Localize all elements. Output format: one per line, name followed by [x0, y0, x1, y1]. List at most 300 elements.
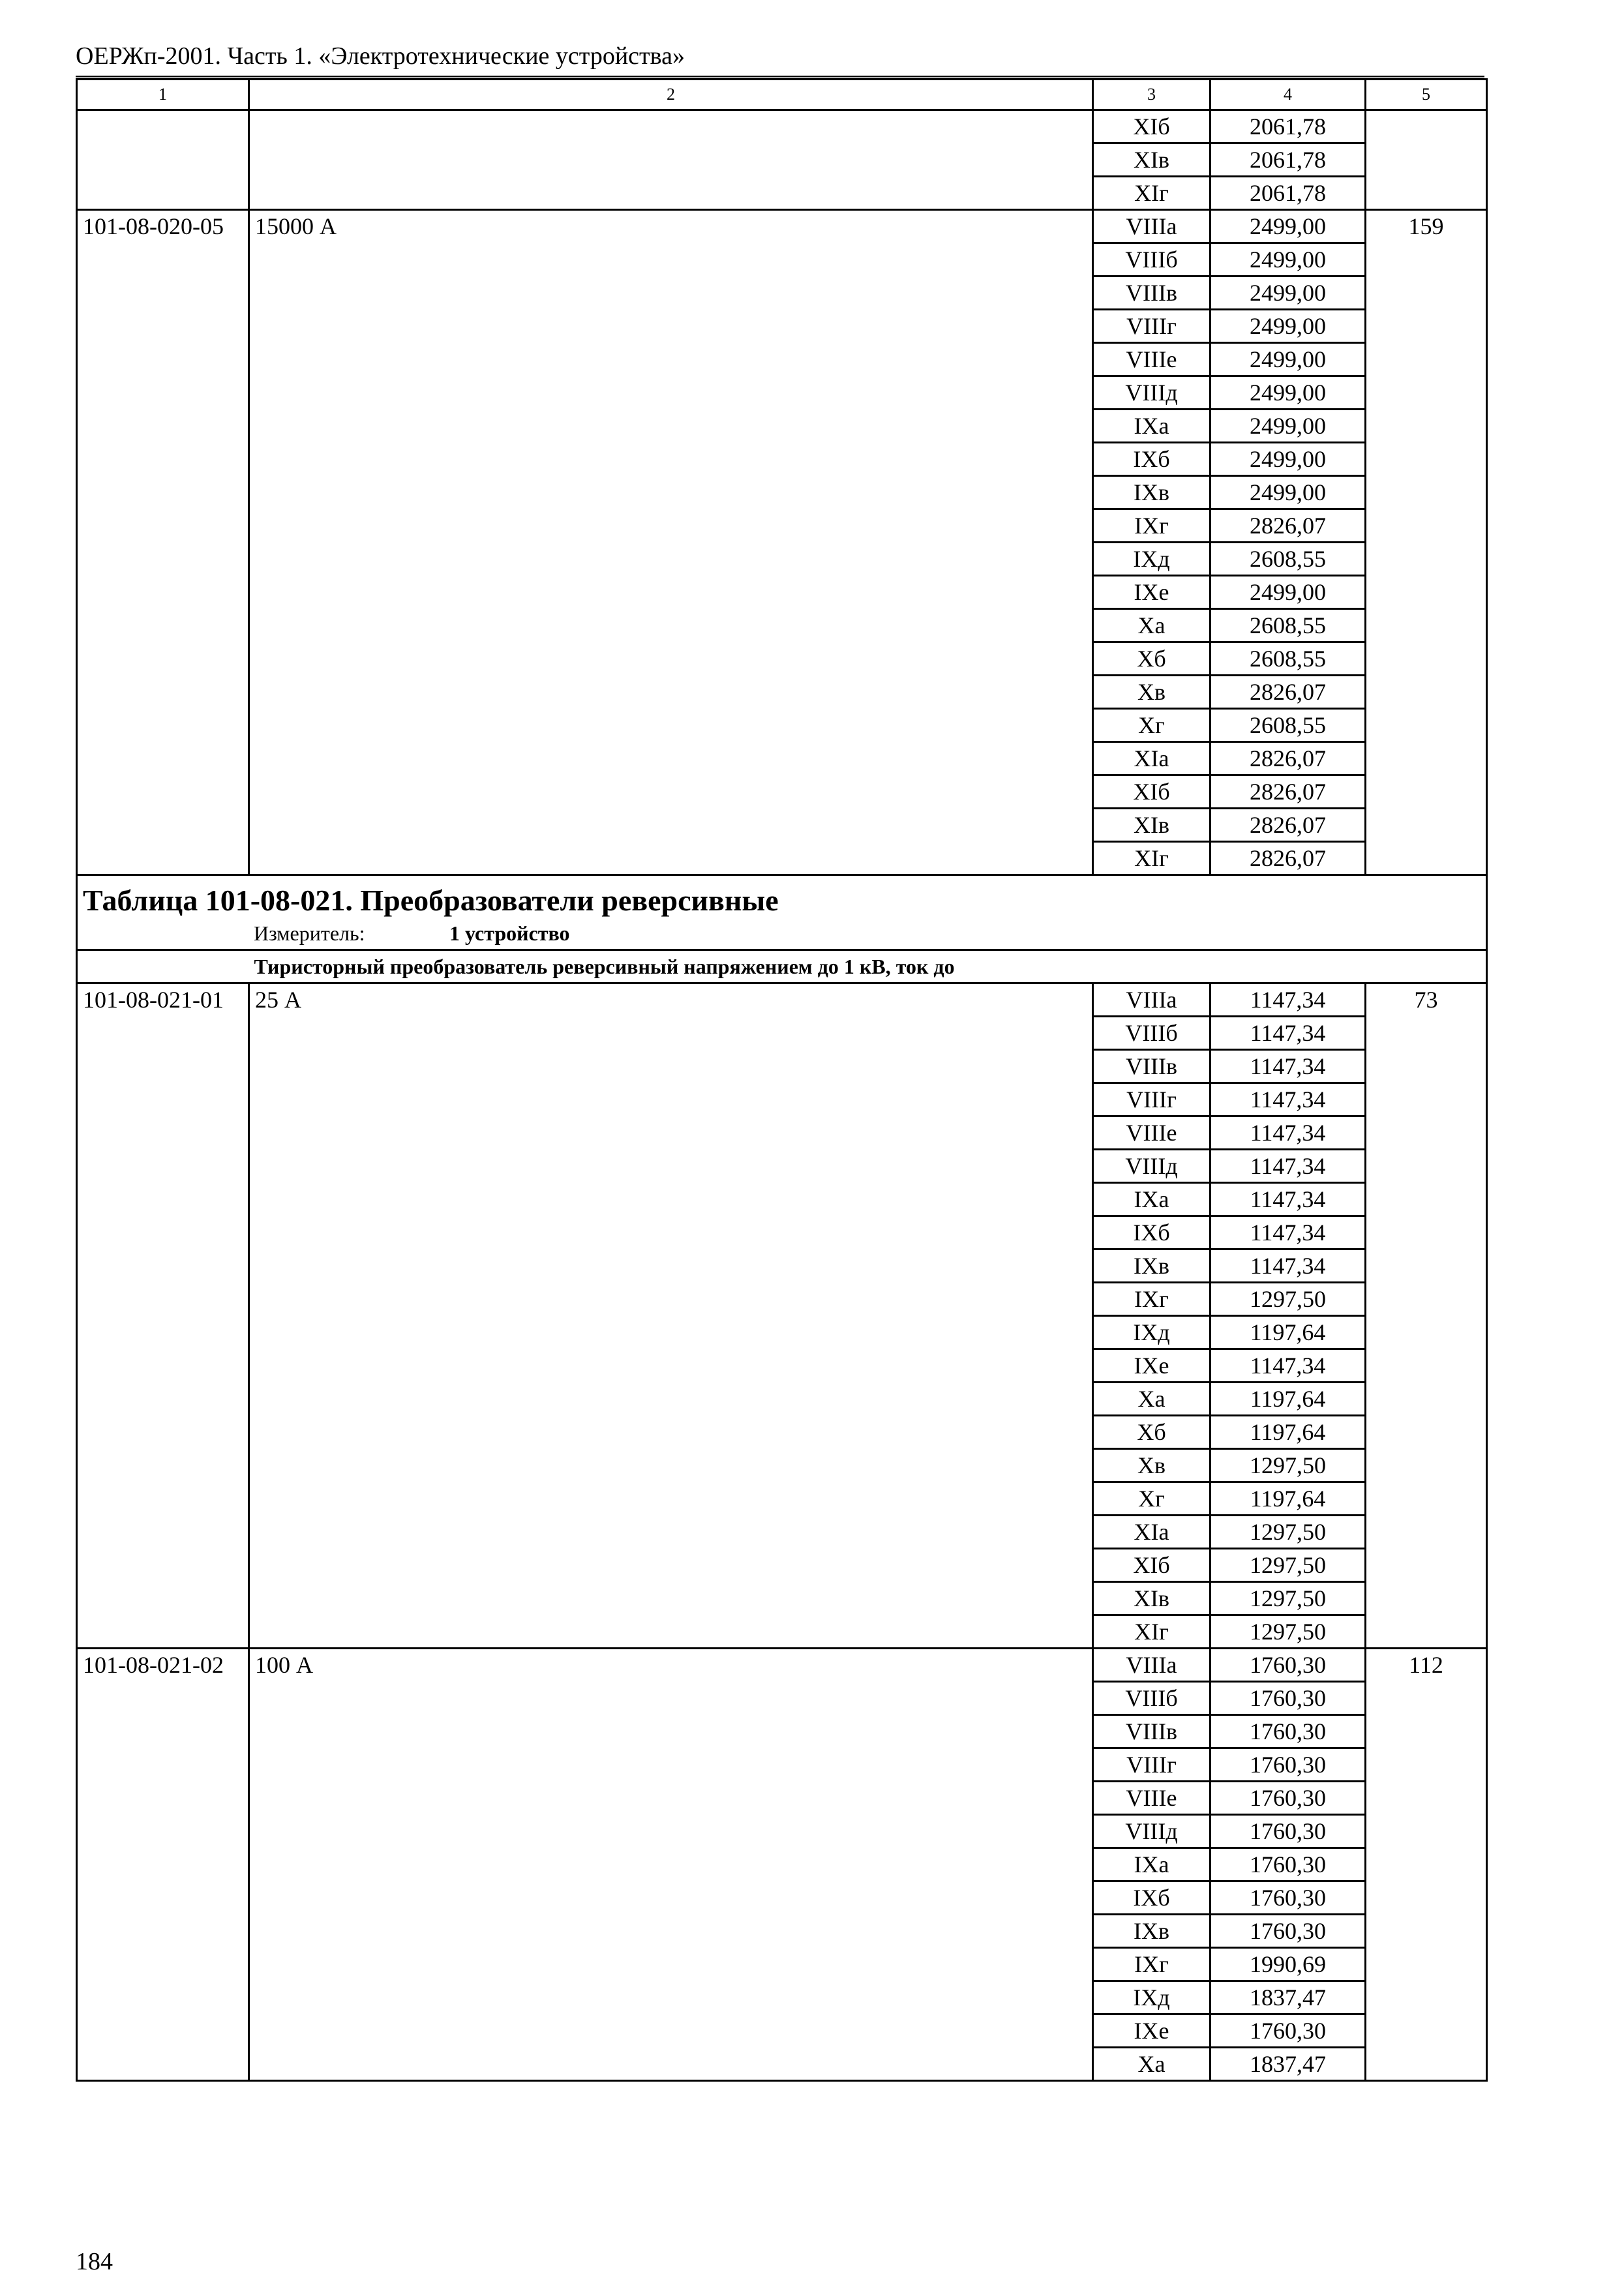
value-cell [1366, 1216, 1487, 1249]
code-cell [77, 310, 249, 343]
value-cell [1366, 1516, 1487, 1549]
code-cell [77, 277, 249, 310]
price-cell: 1197,64 [1210, 1482, 1366, 1516]
name-cell: 100 А [249, 1649, 1093, 1682]
name-cell [249, 1682, 1093, 1715]
value-cell [1366, 2048, 1487, 2081]
code-cell [77, 1948, 249, 1981]
code-cell [77, 842, 249, 875]
code-cell [77, 1116, 249, 1150]
measure-line [83, 920, 1481, 949]
table-row [77, 742, 1487, 775]
price-cell: 1760,30 [1210, 1881, 1366, 1915]
price-cell: 2499,00 [1210, 310, 1366, 343]
price-cell: 2499,00 [1210, 277, 1366, 310]
table-row [77, 310, 1487, 343]
zone-cell: Xв [1093, 676, 1210, 709]
table-row [77, 1249, 1487, 1283]
price-cell: 1760,30 [1210, 1782, 1366, 1815]
zone-cell: VIIIд [1093, 1815, 1210, 1848]
code-cell [77, 543, 249, 576]
value-cell [1366, 410, 1487, 443]
zone-cell: XIв [1093, 809, 1210, 842]
name-cell [249, 509, 1093, 543]
code-cell [77, 1017, 249, 1050]
price-cell: 2826,07 [1210, 809, 1366, 842]
zone-cell: VIIIд [1093, 1150, 1210, 1183]
code-cell [77, 1383, 249, 1416]
zone-cell: XIв [1093, 1582, 1210, 1615]
price-cell: 1837,47 [1210, 1981, 1366, 2014]
measure-value: 1 устройство [449, 921, 570, 945]
code-cell [77, 343, 249, 376]
price-cell: 1297,50 [1210, 1582, 1366, 1615]
code-cell: 101-08-021-01 [77, 983, 249, 1017]
column-header: 1 [77, 80, 249, 110]
price-cell: 1297,50 [1210, 1549, 1366, 1582]
code-cell [77, 1050, 249, 1083]
table-row [77, 2014, 1487, 2048]
code-cell [77, 443, 249, 476]
value-cell [1366, 1881, 1487, 1915]
value-cell [1366, 842, 1487, 875]
name-cell [249, 476, 1093, 509]
name-cell [249, 1416, 1093, 1449]
value-cell [1366, 576, 1487, 609]
name-cell [249, 1516, 1093, 1549]
code-cell [77, 1748, 249, 1782]
zone-cell: Xб [1093, 642, 1210, 676]
code-cell [77, 509, 249, 543]
price-cell: 2826,07 [1210, 775, 1366, 809]
name-cell [249, 1050, 1093, 1083]
column-header-row [77, 80, 1487, 110]
zone-cell: IXг [1093, 509, 1210, 543]
table-row [77, 143, 1487, 177]
table-row [77, 676, 1487, 709]
code-cell [77, 243, 249, 277]
zone-cell: XIг [1093, 1615, 1210, 1649]
price-cell: 1147,34 [1210, 1017, 1366, 1050]
name-cell [249, 1449, 1093, 1482]
code-cell [77, 1848, 249, 1881]
value-cell: 159 [1366, 210, 1487, 243]
price-cell: 1990,69 [1210, 1948, 1366, 1981]
value-cell [1366, 1416, 1487, 1449]
table-title-cell [77, 875, 1487, 950]
name-cell [249, 410, 1093, 443]
price-cell: 1147,34 [1210, 1216, 1366, 1249]
code-cell [77, 1981, 249, 2014]
table-row [77, 277, 1487, 310]
value-cell [1366, 277, 1487, 310]
value-cell [1366, 2014, 1487, 2048]
code-cell [77, 642, 249, 676]
name-cell [249, 642, 1093, 676]
measure-label: Измеритель: [254, 921, 365, 945]
value-cell [1366, 443, 1487, 476]
value-cell [1366, 1383, 1487, 1416]
code-cell [77, 1682, 249, 1715]
zone-cell: XIб [1093, 110, 1210, 143]
group-heading-row [77, 950, 1487, 983]
code-cell [77, 2014, 249, 2048]
value-cell [1366, 1915, 1487, 1948]
table-row [77, 1715, 1487, 1748]
table-row [77, 1948, 1487, 1981]
table-row [77, 1615, 1487, 1649]
code-cell [77, 1416, 249, 1449]
value-cell [1366, 775, 1487, 809]
price-cell: 2499,00 [1210, 410, 1366, 443]
value-cell [1366, 143, 1487, 177]
table-row [77, 243, 1487, 277]
price-cell: 1147,34 [1210, 1116, 1366, 1150]
value-cell [1366, 1249, 1487, 1283]
name-cell [249, 1216, 1093, 1249]
zone-cell: IXд [1093, 1981, 1210, 2014]
value-cell [1366, 1782, 1487, 1815]
table-row [77, 110, 1487, 143]
name-cell [249, 310, 1093, 343]
price-cell: 2061,78 [1210, 177, 1366, 210]
code-cell [77, 110, 249, 143]
table-row [77, 1981, 1487, 2014]
price-cell: 2608,55 [1210, 609, 1366, 642]
zone-cell: VIIIв [1093, 1715, 1210, 1748]
value-cell [1366, 243, 1487, 277]
price-cell: 1837,47 [1210, 2048, 1366, 2081]
group-heading: Тиристорный преобразователь реверсивный напряжением до 1 кВ, ток до [249, 950, 1487, 983]
value-cell [1366, 376, 1487, 410]
name-cell [249, 1748, 1093, 1782]
name-cell [249, 376, 1093, 410]
name-cell [249, 1549, 1093, 1582]
code-cell [77, 1249, 249, 1283]
zone-cell: XIа [1093, 742, 1210, 775]
table-row [77, 576, 1487, 609]
price-cell: 1147,34 [1210, 1050, 1366, 1083]
value-cell [1366, 1748, 1487, 1782]
name-cell [249, 1782, 1093, 1815]
zone-cell: IXе [1093, 576, 1210, 609]
value-cell [1366, 310, 1487, 343]
table-row [77, 1815, 1487, 1848]
zone-cell: VIIIе [1093, 343, 1210, 376]
value-cell [1366, 1349, 1487, 1383]
value-cell [1366, 543, 1487, 576]
table-row [77, 1549, 1487, 1582]
zone-cell: VIIIв [1093, 277, 1210, 310]
name-cell [249, 1815, 1093, 1848]
zone-cell: IXв [1093, 1249, 1210, 1283]
zone-cell: VIIIа [1093, 1649, 1210, 1682]
code-cell [77, 1715, 249, 1748]
table-row [77, 1083, 1487, 1116]
table-row [77, 1050, 1487, 1083]
page-number: 184 [76, 2248, 113, 2275]
name-cell [249, 1383, 1093, 1416]
name-cell [249, 576, 1093, 609]
value-cell [1366, 1582, 1487, 1615]
table-row [77, 2048, 1487, 2081]
table-row [77, 210, 1487, 243]
price-cell: 2826,07 [1210, 509, 1366, 543]
code-cell [77, 1915, 249, 1948]
price-cell: 1297,50 [1210, 1283, 1366, 1316]
name-cell [249, 676, 1093, 709]
value-cell [1366, 1615, 1487, 1649]
zone-cell: Xа [1093, 609, 1210, 642]
price-cell: 1147,34 [1210, 983, 1366, 1017]
value-cell [1366, 1449, 1487, 1482]
value-cell [1366, 1050, 1487, 1083]
code-cell [77, 1083, 249, 1116]
price-cell: 2499,00 [1210, 443, 1366, 476]
name-cell [249, 1150, 1093, 1183]
table-row [77, 509, 1487, 543]
table-row [77, 1383, 1487, 1416]
zone-cell: VIIIа [1093, 983, 1210, 1017]
zone-cell: IXг [1093, 1283, 1210, 1316]
code-cell [77, 609, 249, 642]
code-cell [77, 1782, 249, 1815]
price-cell: 1760,30 [1210, 1748, 1366, 1782]
price-cell: 1197,64 [1210, 1383, 1366, 1416]
name-cell [249, 1715, 1093, 1748]
rates-table-body [77, 80, 1487, 2081]
code-cell [77, 476, 249, 509]
zone-cell: VIIIб [1093, 243, 1210, 277]
table-row [77, 410, 1487, 443]
page-header: ОЕРЖп-2001. Часть 1. «Электротехнические устройства» [76, 42, 1484, 79]
table-row [77, 1216, 1487, 1249]
value-cell [1366, 1116, 1487, 1150]
name-cell [249, 1881, 1093, 1915]
table-row [77, 1881, 1487, 1915]
name-cell [249, 1981, 1093, 2014]
zone-cell: IXб [1093, 1881, 1210, 1915]
table-row [77, 1017, 1487, 1050]
price-cell: 2608,55 [1210, 642, 1366, 676]
value-cell [1366, 509, 1487, 543]
zone-cell: VIIIв [1093, 1050, 1210, 1083]
name-cell [249, 243, 1093, 277]
zone-cell: VIIIд [1093, 376, 1210, 410]
name-cell [249, 842, 1093, 875]
zone-cell: IXд [1093, 1316, 1210, 1349]
name-cell [249, 1183, 1093, 1216]
price-cell: 1147,34 [1210, 1349, 1366, 1383]
zone-cell: Xв [1093, 1449, 1210, 1482]
value-cell [1366, 809, 1487, 842]
table-row [77, 1283, 1487, 1316]
zone-cell: VIIIа [1093, 210, 1210, 243]
name-cell [249, 1615, 1093, 1649]
value-cell [1366, 709, 1487, 742]
table-row [77, 1150, 1487, 1183]
code-cell [77, 1881, 249, 1915]
price-cell: 2608,55 [1210, 543, 1366, 576]
table-row [77, 1682, 1487, 1715]
price-cell: 1147,34 [1210, 1150, 1366, 1183]
table-row [77, 1582, 1487, 1615]
table-row [77, 1116, 1487, 1150]
value-cell [1366, 742, 1487, 775]
code-cell [77, 775, 249, 809]
name-cell [249, 1482, 1093, 1516]
price-cell: 1760,30 [1210, 2014, 1366, 2048]
price-cell: 1197,64 [1210, 1316, 1366, 1349]
table-row [77, 1516, 1487, 1549]
code-cell [77, 1482, 249, 1516]
table-title-row [77, 875, 1487, 950]
value-cell [1366, 1682, 1487, 1715]
price-cell: 2499,00 [1210, 210, 1366, 243]
zone-cell: IXг [1093, 1948, 1210, 1981]
code-cell [77, 1615, 249, 1649]
code-cell [77, 1516, 249, 1549]
table-row [77, 1748, 1487, 1782]
zone-cell: VIIIб [1093, 1682, 1210, 1715]
table-row [77, 343, 1487, 376]
price-cell: 2499,00 [1210, 376, 1366, 410]
table-row [77, 376, 1487, 410]
column-header: 4 [1210, 80, 1366, 110]
price-cell: 1197,64 [1210, 1416, 1366, 1449]
table-row [77, 983, 1487, 1017]
zone-cell: VIIIб [1093, 1017, 1210, 1050]
code-cell [77, 143, 249, 177]
name-cell [249, 809, 1093, 842]
name-cell [249, 1083, 1093, 1116]
zone-cell: Xг [1093, 1482, 1210, 1516]
name-cell [249, 1582, 1093, 1615]
zone-cell: IXб [1093, 1216, 1210, 1249]
column-header: 2 [249, 80, 1093, 110]
zone-cell: VIIIе [1093, 1116, 1210, 1150]
table-row [77, 1915, 1487, 1948]
code-cell [77, 376, 249, 410]
value-cell [1366, 1283, 1487, 1316]
price-cell: 1760,30 [1210, 1915, 1366, 1948]
value-cell [1366, 676, 1487, 709]
value-cell [1366, 1017, 1487, 1050]
code-cell [77, 1582, 249, 1615]
table-row [77, 1449, 1487, 1482]
code-cell [77, 410, 249, 443]
name-cell [249, 1948, 1093, 1981]
code-cell [77, 1150, 249, 1183]
code-cell: 101-08-021-02 [77, 1649, 249, 1682]
name-cell [249, 1316, 1093, 1349]
value-cell [1366, 1715, 1487, 1748]
zone-cell: IXе [1093, 2014, 1210, 2048]
zone-cell: IXд [1093, 543, 1210, 576]
zone-cell: Xг [1093, 709, 1210, 742]
name-cell [249, 775, 1093, 809]
group-code-cell [77, 950, 249, 983]
code-cell: 101-08-020-05 [77, 210, 249, 243]
value-cell [1366, 642, 1487, 676]
name-cell [249, 1349, 1093, 1383]
zone-cell: IXе [1093, 1349, 1210, 1383]
table-row [77, 775, 1487, 809]
value-cell [1366, 1948, 1487, 1981]
value-cell [1366, 1482, 1487, 1516]
code-cell [77, 2048, 249, 2081]
zone-cell: XIг [1093, 177, 1210, 210]
price-cell: 1147,34 [1210, 1249, 1366, 1283]
zone-cell: VIIIг [1093, 310, 1210, 343]
name-cell [249, 177, 1093, 210]
zone-cell: IXб [1093, 443, 1210, 476]
price-cell: 1297,50 [1210, 1516, 1366, 1549]
name-cell: 25 А [249, 983, 1093, 1017]
zone-cell: IXв [1093, 1915, 1210, 1948]
code-cell [77, 1549, 249, 1582]
name-cell [249, 1116, 1093, 1150]
code-cell [77, 1316, 249, 1349]
zone-cell: Xб [1093, 1416, 1210, 1449]
name-cell [249, 2014, 1093, 2048]
table-row [77, 642, 1487, 676]
zone-cell: IXа [1093, 410, 1210, 443]
table-row [77, 1316, 1487, 1349]
name-cell: 15000 А [249, 210, 1093, 243]
table-row [77, 609, 1487, 642]
name-cell [249, 1017, 1093, 1050]
name-cell [249, 343, 1093, 376]
price-cell: 2826,07 [1210, 676, 1366, 709]
value-cell [1366, 343, 1487, 376]
name-cell [249, 2048, 1093, 2081]
rates-table [76, 78, 1488, 2082]
table-row [77, 1848, 1487, 1881]
price-cell: 2499,00 [1210, 476, 1366, 509]
table-row [77, 842, 1487, 875]
zone-cell: XIб [1093, 775, 1210, 809]
table-row [77, 1649, 1487, 1682]
value-cell [1366, 1083, 1487, 1116]
zone-cell: XIг [1093, 842, 1210, 875]
column-header: 5 [1366, 80, 1487, 110]
price-cell: 2061,78 [1210, 110, 1366, 143]
zone-cell: XIа [1093, 1516, 1210, 1549]
name-cell [249, 1249, 1093, 1283]
price-cell: 2061,78 [1210, 143, 1366, 177]
value-cell [1366, 1549, 1487, 1582]
value-cell: 112 [1366, 1649, 1487, 1682]
column-header: 3 [1093, 80, 1210, 110]
table-row [77, 1349, 1487, 1383]
table-row [77, 1782, 1487, 1815]
price-cell: 1147,34 [1210, 1083, 1366, 1116]
table-row [77, 1183, 1487, 1216]
name-cell [249, 443, 1093, 476]
zone-cell: XIв [1093, 143, 1210, 177]
table-row [77, 443, 1487, 476]
table-title: Таблица 101-08-021. Преобразователи реверсивные [83, 884, 779, 917]
name-cell [249, 742, 1093, 775]
price-cell: 1147,34 [1210, 1183, 1366, 1216]
code-cell [77, 1283, 249, 1316]
value-cell [1366, 110, 1487, 143]
price-cell: 1760,30 [1210, 1715, 1366, 1748]
table-row [77, 476, 1487, 509]
table-row [77, 809, 1487, 842]
zone-cell: Xа [1093, 1383, 1210, 1416]
